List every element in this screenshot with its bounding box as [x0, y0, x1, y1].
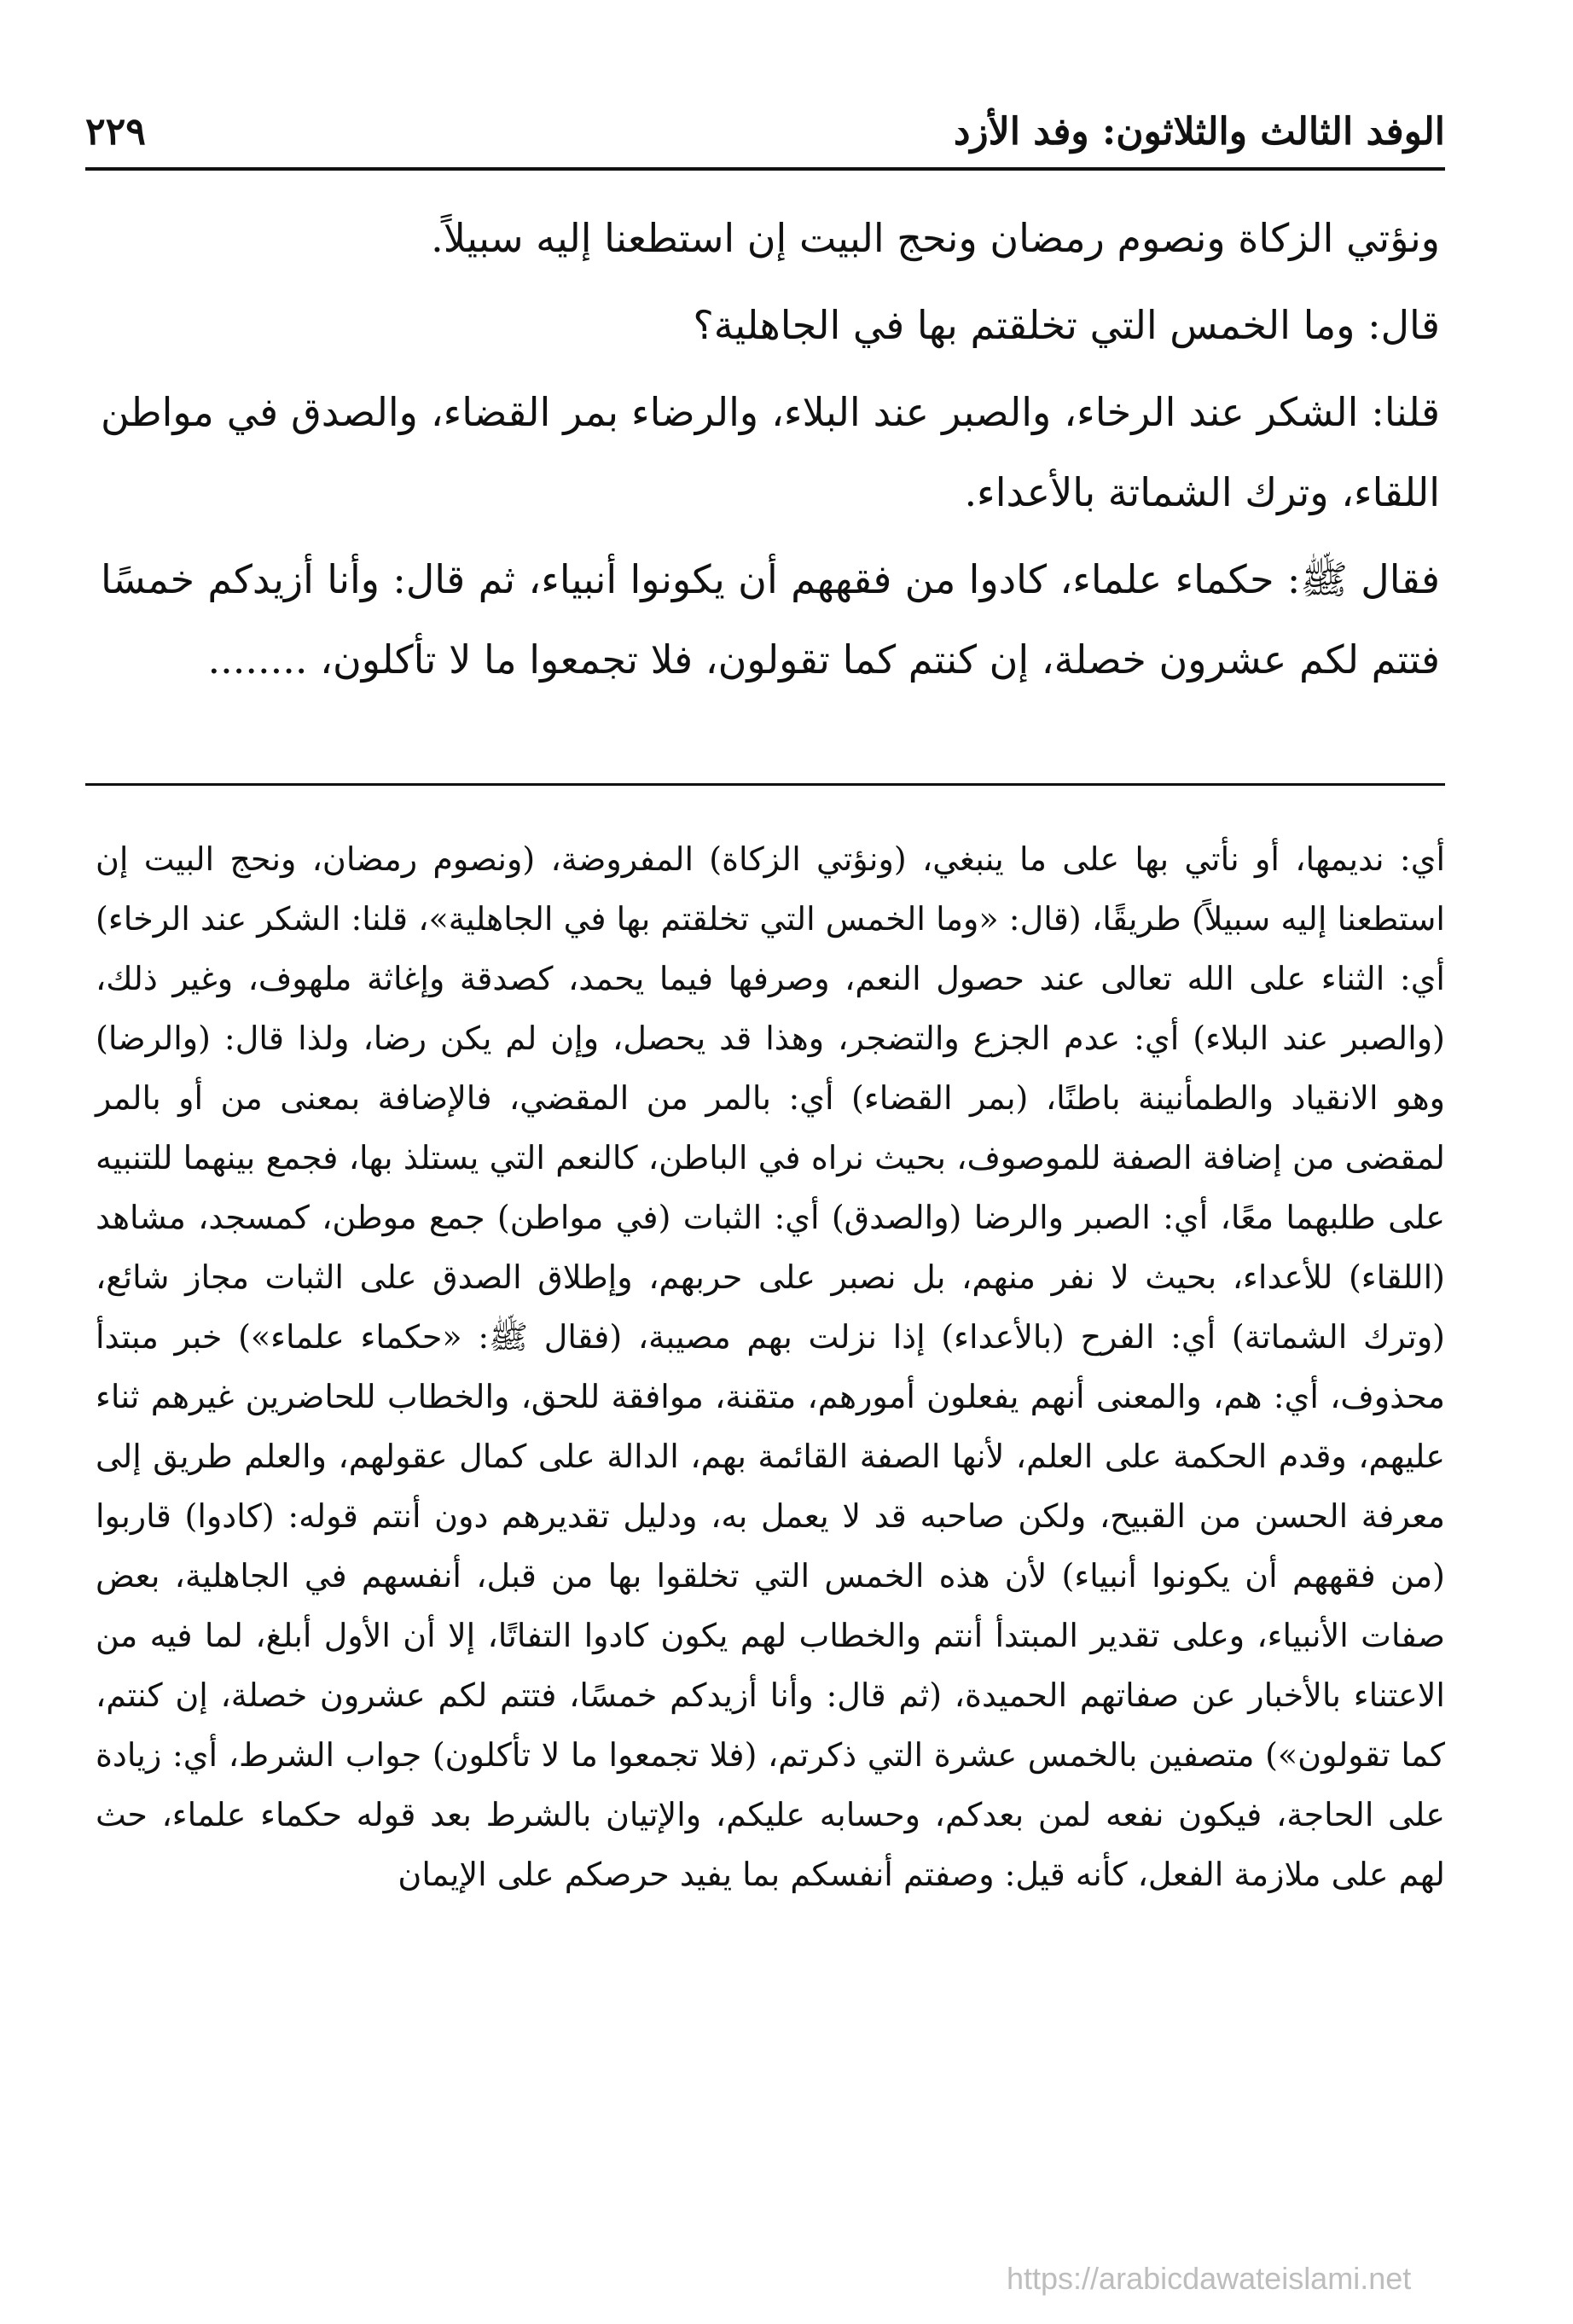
- main-paragraph: قال: وما الخمس التي تخلقتم بها في الجاهلية؟: [693, 302, 1440, 348]
- page-number: ٢٢٩: [85, 110, 146, 154]
- section-rule: [85, 783, 1445, 786]
- main-paragraph: ونؤتي الزكاة ونصوم رمضان ونحج البيت إن استطعنا إليه سبيلاً.: [431, 215, 1440, 261]
- commentary-text: أي: نديمها، أو نأتي بها على ما ينبغي، (ونؤتي الزكاة) المفروضة، (ونصوم رمضان، ونحج البيت إن استطعنا إليه سبيلاً) طريقًا، (قال: «وما الخمس التي تخلقتم بها في الجاهلية»، قلنا: الشكر عند الرخاء) أي: الثناء على الله تعالى عند حصول النعم، وصرفها فيما يحمد، كصدقة وإغاثة ملهوف، وغير ذلك، (والصبر عند البلاء) أي: عدم الجزع والتضجر، وهذا قد يحصل، وإن لم يكن رضا، ولذا قال: (والرضا) وهو الانقياد والطمأنينة باطنًا، (بمر القضاء) أي: بالمر من المقضي، فالإضافة بمعنى من أو بالمر لمقضى من إضافة الصفة للموصوف، بحيث نراه في الباطن، كالنعم التي يستلذ بها، فجمع بينهما للتنبيه على طلبهما معًا، أي: الصبر والرضا (والصدق) أي: الثبات (في مواطن) جمع موطن، كمسجد، مشاهد (اللقاء) للأعداء، بحيث لا نفر منهم، بل نصبر على حربهم، وإطلاق الصدق على الثبات مجاز شائع، (وترك الشماتة) أي: الفرح (بالأعداء) إذا نزلت بهم مصيبة، (فقال ﷺ: «حكماء علماء») خبر مبتدأ محذوف، أي: هم، والمعنى أنهم يفعلون أمورهم، متقنة، موافقة للحق، والخطاب للحاضرين غيرهم ثناء عليهم، وقدم الحكمة على العلم، لأنها الصفة القائمة بهم، الدالة على كمال عقولهم، والعلم طريق إلى معرفة الحسن من القبيح، ولكن صاحبه قد لا يعمل به، ودليل تقديرهم دون أنتم قوله: (كادوا) قاربوا (من فقههم أن يكونوا أنبياء) لأن هذه الخمس التي تخلقوا بها من قبل، أنفسهم في الجاهلية، بعض صفات الأنبياء، وعلى تقدير المبتدأ أنتم والخطاب لهم يكون كادوا التفاتًا، إلا أن الأول أبلغ، لما فيه من الاعتناء بالأخبار عن صفاتهم الحميدة، (ثم قال: وأنا أزيدكم خمسًا، فتتم لكم عشرون خصلة، إن كنتم، كما تقولون») متصفين بالخمس عشرة التي ذكرتم، (فلا تجمعوا ما لا تأكلون) جواب الشرط، أي: زيادة على الحاجة، فيكون نفعه لمن بعدكم، وحسابه عليكم، والإتيان بالشرط بعد قوله حكماء علماء، حث لهم على ملازمة الفعل، كأنه قيل: وصفتم أنفسكم بما يفيد حرصكم على الإيمان: [96, 840, 1446, 1893]
- main-paragraph: قلنا: الشكر عند الرخاء، والصبر عند البلاء، والرضاء بمر القضاء، والصدق في مواطن اللقاء، وترك الشماتة بالأعداء.: [101, 389, 1440, 515]
- running-title: الوفد الثالث والثلاثون: وفد الأزد: [953, 110, 1445, 154]
- main-paragraph: [101, 539, 1440, 700]
- main-text: [101, 198, 1440, 706]
- main-paragraph-text: فقال ﷺ: حكماء علماء، كادوا من فقههم أن يكونوا أنبياء، ثم قال: وأنا أزيدكم خمسًا فتتم لكم عشرون خصلة، إن كنتم كما تقولون، فلا تجمعوا ما لا تأكلون،: [101, 556, 1440, 683]
- header-rule: [85, 167, 1445, 171]
- watermark: https://arabicdawateislami.net: [1007, 2261, 1412, 2296]
- page-header: [85, 78, 1445, 155]
- commentary: [96, 829, 1445, 1904]
- ellipsis-dots: ........: [207, 636, 308, 683]
